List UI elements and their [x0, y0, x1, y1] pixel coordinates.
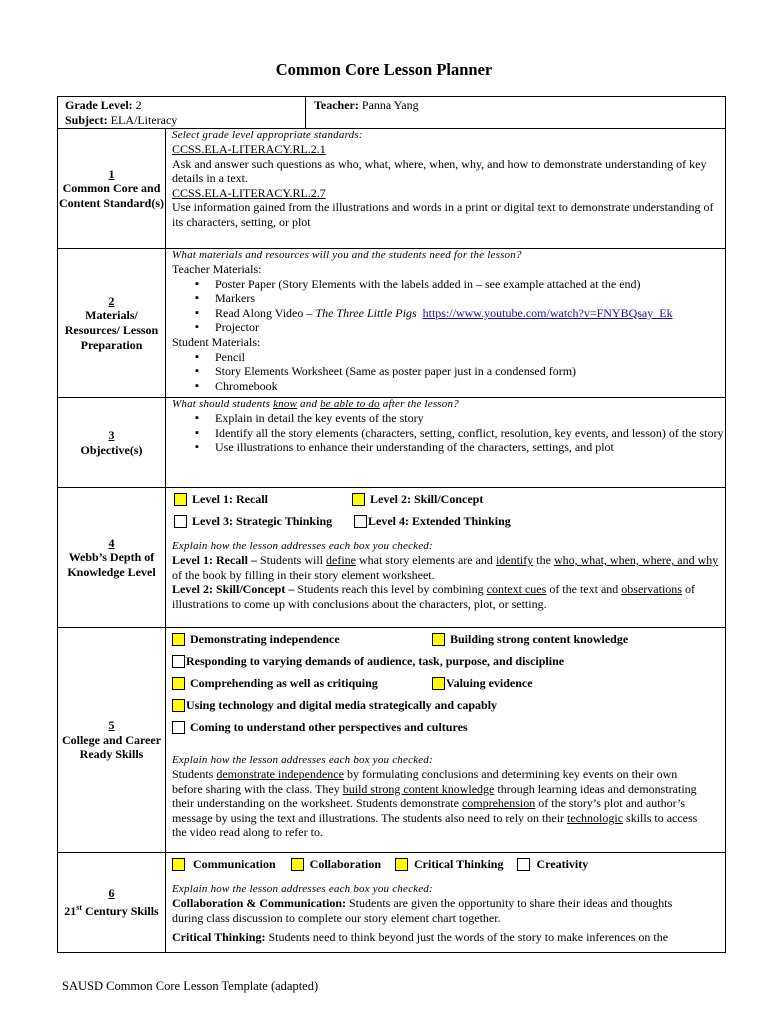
prompt-text: and [297, 398, 321, 410]
text: context cues [486, 582, 547, 597]
footer-text: SAUSD Common Core Lesson Template (adapted) [62, 979, 319, 993]
section-6-content [166, 853, 726, 953]
standard-1-code[interactable]: CCSS.ELA-LITERACY.RL.2.1 [172, 142, 326, 156]
section-6-label [64, 904, 158, 918]
text: through learning ideas and demonstrating their understanding on the worksheet. Students demonstrate [172, 781, 697, 811]
checkbox-level-1[interactable] [174, 493, 187, 506]
skills-prompt: Explain how the lesson addresses each box you checked: [172, 883, 433, 895]
section-1-content [166, 129, 726, 249]
list-item: ▪ Projector [172, 320, 725, 335]
text: the [533, 553, 554, 567]
checkbox-label: Comprehending as well as critiquing [190, 675, 378, 690]
dok-level-3[interactable] [172, 514, 354, 529]
checkbox-creativity[interactable] [517, 858, 530, 871]
section-5-number: 5 [108, 718, 115, 733]
list-item: ▪ Use illustrations to enhance their understanding of the characters, settings, and plot [172, 440, 725, 455]
section-3-content [166, 398, 726, 488]
section-5-content [166, 628, 726, 853]
skill-critical-thinking[interactable] [395, 857, 503, 872]
text: build strong content knowledge [342, 781, 495, 796]
section-4-number: 4 [108, 535, 115, 550]
teacher-cell [306, 97, 726, 129]
grade-label: Grade Level: [65, 98, 133, 112]
text: of illustrations to come up with conclusions about the characters, plot, or setting. [172, 582, 695, 611]
explanation-heading: Collaboration & Communication: [172, 896, 346, 910]
ccr-skill-7[interactable] [172, 720, 468, 735]
checkbox-label: Level 3: Strategic Thinking [192, 513, 333, 528]
list-item: ▪ Markers [172, 291, 725, 306]
standards-prompt: Select grade level appropriate standards: [172, 129, 363, 141]
explanation-heading: Critical Thinking: [172, 930, 266, 945]
dok-level-4[interactable] [354, 514, 511, 529]
text: Students reach this level by combining [294, 582, 487, 597]
text: technologic [567, 810, 624, 825]
label-sup: st [76, 903, 83, 912]
dok-level-2-explanation [172, 582, 725, 611]
text: by formulating conclusions and determining key events on their own before sharing with the class. They [172, 767, 678, 796]
dok-level-1[interactable] [172, 492, 352, 507]
checkbox-label: Critical Thinking [414, 856, 504, 871]
ccr-checkbox-row [172, 694, 725, 716]
section-5-label: College and Career Ready Skills [61, 732, 162, 762]
page-title: Common Core Lesson Planner [275, 60, 493, 79]
section-3-label: Objective(s) [80, 442, 143, 457]
dok-prompt: Explain how the lesson addresses each box you checked: [172, 540, 433, 552]
checkbox-label: Level 1: Recall [192, 491, 268, 506]
ccr-skill-3[interactable] [172, 654, 564, 669]
section-3-label-cell [58, 398, 166, 488]
section-1-label: Common Core and Content Standard(s) [58, 181, 164, 210]
label-text: 21 [64, 904, 77, 918]
ccr-prompt: Explain how the lesson addresses each box you checked: [172, 754, 433, 766]
checkbox-label: Collaboration [309, 856, 382, 871]
text: skills to access the video read along to refer to. [172, 810, 698, 840]
checkbox-label: Level 2: Skill/Concept [370, 491, 484, 506]
video-label: Read Along Video – [215, 305, 316, 320]
ccr-skill-5[interactable] [432, 676, 533, 691]
checkbox-label: Communication [193, 856, 276, 871]
checkbox-critical-thinking[interactable] [395, 858, 408, 871]
checkbox-label: Coming to understand other perspectives and cultures [190, 719, 468, 734]
header-row [58, 97, 726, 129]
section-2-label: Materials/ Resources/ Lesson Preparation [64, 308, 159, 352]
label-text: Century Skills [82, 904, 159, 918]
standard-2-code[interactable]: CCSS.ELA-LITERACY.RL.2.7 [172, 185, 326, 200]
text: demonstrate independence [216, 767, 344, 781]
checkbox-skill-7[interactable] [172, 721, 185, 734]
checkbox-skill-2[interactable] [432, 633, 445, 646]
dok-checkbox-row [172, 488, 725, 510]
video-title: The Three Little Pigs [315, 305, 417, 320]
skill-creativity[interactable] [517, 857, 588, 872]
section-4-label: Webb’s Depth of Knowledge Level [67, 550, 156, 579]
section-6-label-cell [58, 853, 166, 953]
section-2-content [166, 249, 726, 398]
dok-level-2[interactable] [352, 492, 483, 507]
section-4-content [166, 488, 726, 628]
prompt-text-know: know [273, 398, 298, 410]
checkbox-label: Level 4: Extended Thinking [368, 513, 511, 528]
text: comprehension [461, 796, 536, 811]
skills-checkbox-row [172, 853, 725, 875]
ccr-skill-2[interactable] [432, 632, 628, 647]
checkbox-label: Demonstrating independence [190, 631, 340, 646]
skills-explanation-ct [172, 930, 725, 945]
checkbox-skill-6[interactable] [172, 699, 185, 712]
text: of the text and [546, 582, 622, 597]
student-materials-list [172, 350, 725, 394]
dok-checkbox-row [172, 510, 725, 532]
list-item: ▪ Chromebook [172, 379, 725, 394]
lesson-planner-table [57, 96, 726, 953]
video-link[interactable]: https://www.youtube.com/watch?v=FNYBQsay_Ek [422, 305, 673, 320]
text: what story elements are and [355, 553, 496, 567]
text: who, what, when, where, and why [553, 553, 719, 567]
ccr-checkbox-row [172, 628, 725, 650]
section-college-career [58, 628, 726, 853]
subject-label: Subject: [65, 112, 108, 127]
objectives-prompt [172, 398, 725, 411]
standard-2-text: Use information gained from the illustrations and words in a print or digital text to demonstrate understanding of its characters, setting, or plot [172, 200, 714, 229]
section-1-number: 1 [108, 166, 115, 181]
section-materials [58, 249, 726, 398]
teacher-label: Teacher: [314, 98, 359, 112]
explanation-heading: Level 2: Skill/Concept – [172, 582, 295, 597]
list-item: ▪ Identify all the story elements (characters, setting, conflict, resolution, key events, and lesson) of the story [172, 426, 725, 441]
text: observations [621, 582, 682, 597]
explanation-heading: Level 1: Recall – [172, 553, 257, 567]
checkbox-skill-1[interactable] [172, 633, 185, 646]
checkbox-level-4[interactable] [354, 515, 367, 528]
ccr-skill-1[interactable] [172, 632, 432, 647]
ccr-explanation [172, 767, 725, 840]
section-6-number: 6 [108, 886, 115, 901]
section-1-label-cell [58, 129, 166, 249]
student-materials-heading: Student Materials: [172, 334, 261, 349]
text: Students [172, 767, 217, 781]
section-21st-century [58, 853, 726, 953]
checkbox-label: Building strong content knowledge [450, 631, 629, 646]
teacher-materials-heading: Teacher Materials: [172, 262, 262, 276]
subject-value: ELA/Literacy [110, 112, 178, 127]
teacher-materials-list [172, 277, 725, 335]
prompt-text: What should students [172, 398, 274, 410]
checkbox-communication[interactable] [172, 858, 185, 871]
section-3-number: 3 [108, 427, 115, 442]
prompt-text: after the lesson? [379, 398, 459, 410]
list-item: ▪ Story Elements Worksheet (Same as poster paper just in a condensed form) [172, 364, 725, 379]
list-item: ▪ Poster Paper (Story Elements with the labels added in – see example attached at the end) [172, 277, 725, 292]
text: Students are given the opportunity to share their ideas and thoughts during class discussion to complete our story element chart together. [172, 896, 673, 925]
checkbox-label: Using technology and digital media strategically and capably [186, 697, 498, 712]
objectives-list [172, 411, 725, 455]
dok-level-1-explanation [172, 553, 725, 582]
text: of the story’s plot and author’s message by using the text and illustrations. The students also need to rely on their [172, 796, 686, 825]
ccr-checkbox-row [172, 672, 725, 694]
section-2-number: 2 [108, 293, 115, 308]
section-2-label-cell [58, 249, 166, 398]
list-item [172, 306, 725, 321]
text: identify [495, 553, 534, 567]
ccr-skill-6[interactable] [172, 698, 497, 713]
skill-collaboration[interactable] [291, 857, 381, 872]
checkbox-label: Responding to varying demands of audience, task, purpose, and discipline [186, 653, 565, 668]
checkbox-skill-4[interactable] [172, 677, 185, 690]
skill-communication[interactable] [172, 857, 276, 872]
ccr-skill-4[interactable] [172, 676, 432, 691]
checkbox-collaboration[interactable] [291, 858, 304, 871]
checkbox-level-3[interactable] [174, 515, 187, 528]
checkbox-skill-5[interactable] [432, 677, 445, 690]
list-item: ▪ Explain in detail the key events of the story [172, 411, 725, 426]
prompt-text-able: be able to do [320, 398, 380, 410]
list-item: ▪ Pencil [172, 350, 725, 365]
checkbox-skill-3[interactable] [172, 655, 185, 668]
text: Students need to think beyond just the words of the story to make inferences on the [265, 930, 669, 945]
materials-prompt: What materials and resources will you and the students need for the lesson? [172, 249, 522, 261]
ccr-checkbox-row [172, 650, 725, 672]
section-standards [58, 129, 726, 249]
section-5-label-cell [58, 628, 166, 853]
section-objectives [58, 398, 726, 488]
teacher-value: Panna Yang [361, 98, 419, 112]
checkbox-label: Valuing evidence [446, 675, 533, 690]
checkbox-level-2[interactable] [352, 493, 365, 506]
text: of the book by filling in their story element worksheet. [172, 567, 435, 582]
ccr-checkbox-row [172, 716, 725, 738]
text: Students will [256, 553, 326, 567]
skills-explanation-cc [172, 896, 725, 925]
section-dok [58, 488, 726, 628]
standard-1-text: Ask and answer such questions as who, what, where, when, why, and how to demonstrate understanding of key details in a text. [172, 156, 707, 186]
grade-subject-cell [58, 97, 306, 129]
checkbox-label: Creativity [536, 856, 589, 871]
section-4-label-cell [58, 488, 166, 628]
grade-value: 2 [135, 98, 142, 112]
text: define [326, 553, 356, 567]
